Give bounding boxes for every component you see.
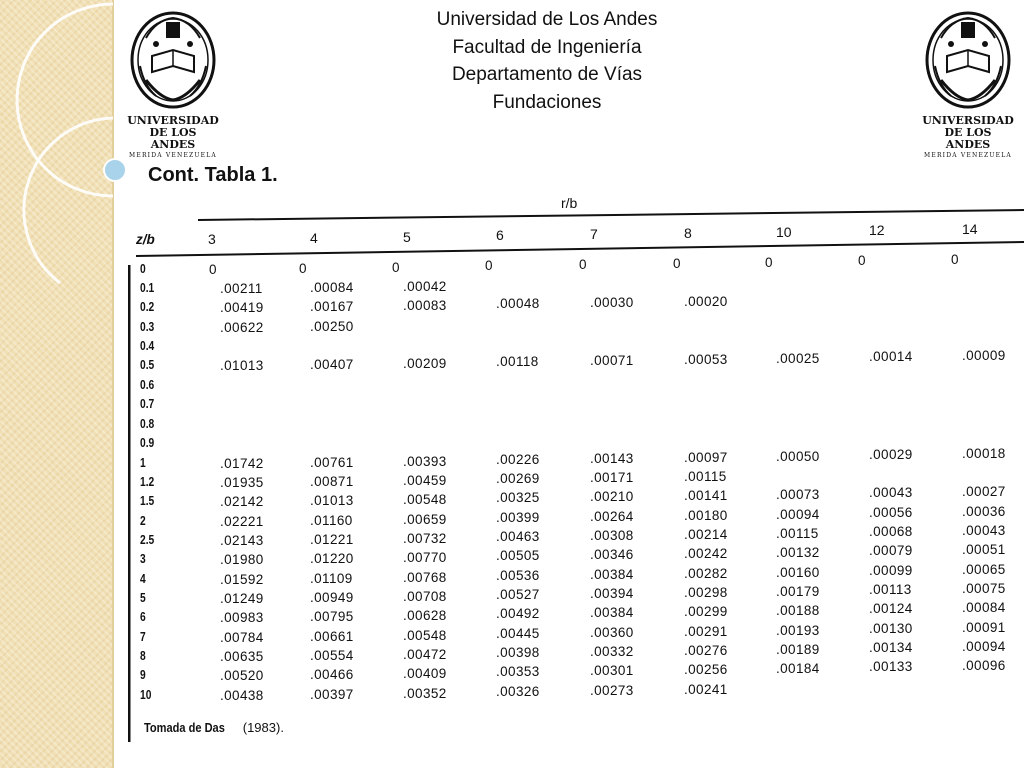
decorative-arc-outer: [17, 4, 113, 196]
logo-location: MERIDA VENEZUELA: [924, 152, 1012, 159]
table-cell: 0: [765, 254, 773, 270]
table-cell: .00242: [684, 545, 728, 561]
row-label-zb: 7: [140, 630, 146, 644]
table-cell: .00409: [403, 665, 447, 681]
table-cell: .00193: [776, 622, 820, 638]
table-cell: .00075: [962, 581, 1006, 596]
table-header-rule: [136, 242, 1024, 256]
table-cell: .00635: [220, 649, 264, 664]
header-university: Universidad de Los Andes: [436, 9, 658, 30]
column-header-7: 7: [590, 226, 598, 242]
row-label-zb: 5: [140, 591, 146, 605]
table-cell: .00628: [403, 607, 447, 623]
table-cell: .02221: [220, 514, 264, 529]
table-cell: .00761: [310, 454, 354, 470]
table-cell: .01013: [220, 358, 264, 373]
table-cell: .02143: [220, 533, 264, 548]
table-cell: .01221: [310, 531, 354, 547]
logo-name: UNIVERSIDAD: [127, 114, 219, 127]
table-cell: .00250: [310, 318, 354, 334]
row-label-zb: 1.5: [140, 494, 155, 508]
table-cell: .00097: [684, 449, 728, 465]
table-cell: .00210: [590, 489, 634, 504]
table-cell: .00018: [962, 446, 1006, 461]
column-header-8: 8: [684, 224, 692, 241]
table-cell: .00014: [869, 349, 913, 365]
table-cell: .00009: [962, 348, 1006, 363]
table-cell: .00115: [684, 468, 727, 484]
table-cell: .00133: [869, 659, 913, 675]
row-label-zb: 3: [140, 552, 146, 566]
table-cell: .00661: [310, 628, 354, 644]
table-cell: .00241: [684, 681, 728, 697]
table-cell: .00472: [403, 646, 447, 662]
university-logo-left: [126, 10, 220, 159]
row-label-zb: 10: [140, 688, 152, 702]
column-header-12: 12: [869, 222, 885, 239]
table-cell: .00419: [220, 300, 264, 315]
row-label-zb: 0.7: [140, 397, 155, 411]
column-header-3: 3: [208, 231, 216, 247]
table-cell: .00332: [590, 644, 634, 659]
table-cell: .00214: [684, 526, 728, 542]
table-cell: .00179: [776, 583, 820, 599]
row-label-zb: 8: [140, 649, 146, 663]
decorative-bullet-circle: [104, 159, 126, 181]
table-cell: .00264: [590, 509, 634, 524]
table-cell: .00732: [403, 530, 447, 546]
table-cell: .00043: [869, 485, 913, 501]
column-header-4: 4: [310, 229, 318, 246]
source-note-lead: Tomada de Das: [144, 720, 225, 735]
table-cell: .00056: [869, 505, 913, 521]
table-cell: .00020: [684, 293, 728, 309]
row-label-zb: 9: [140, 668, 146, 682]
table-cell: .00132: [776, 544, 820, 560]
table-cell: .00394: [590, 586, 634, 601]
table-cell: .00083: [403, 297, 447, 313]
row-label-zb: 1.2: [140, 475, 155, 489]
table-cell: .00983: [220, 610, 264, 625]
table-cell: .00256: [684, 661, 728, 677]
table-cell: .00398: [496, 645, 540, 661]
table-cell: 0: [485, 258, 493, 274]
logo-name: UNIVERSIDAD: [922, 114, 1014, 127]
table-cell: .02142: [220, 494, 264, 509]
table-cell: .00273: [590, 683, 634, 698]
table-cell: .01109: [310, 570, 353, 586]
row-label-zb: 0.1: [140, 281, 155, 295]
table-cell: .01160: [310, 512, 353, 528]
table-cell: .00659: [403, 511, 447, 527]
column-header-6: 6: [496, 227, 504, 244]
rb-header-label: r/b: [561, 195, 578, 211]
row-label-zb: 0: [140, 262, 146, 276]
table-cell: .00113: [869, 582, 912, 598]
table-cell: .00527: [496, 587, 540, 603]
row-label-zb: 4: [140, 572, 146, 586]
row-label-zb: 0.8: [140, 417, 155, 431]
table-cell: .00360: [590, 625, 634, 640]
row-label-zb: 0.9: [140, 436, 155, 450]
table-cell: .00211: [220, 281, 263, 296]
table-cell: .00118: [496, 354, 539, 370]
table-cell: .00548: [403, 627, 447, 643]
table-cell: .00027: [962, 484, 1006, 499]
table-cell: .01592: [220, 572, 264, 587]
row-label-zb: 2: [140, 514, 146, 528]
table-cell: 0: [951, 252, 959, 267]
table-cell: .00308: [590, 528, 634, 543]
table-cell: .00384: [590, 605, 634, 620]
row-label-zb: 0.3: [140, 320, 155, 334]
table-cell: .00520: [220, 668, 264, 683]
row-label-zb: 0.4: [140, 339, 155, 353]
table-cell: .00141: [684, 487, 728, 503]
table-cell: .00492: [496, 606, 540, 622]
table-cell: .00548: [403, 491, 447, 507]
table-cell: .00622: [220, 320, 264, 335]
table-cell: .00269: [496, 471, 540, 487]
source-note: [144, 720, 284, 735]
column-header-10: 10: [776, 223, 792, 240]
table-cell: .00871: [310, 473, 354, 489]
university-seal-icon: [921, 10, 1015, 110]
table-cell: .00043: [962, 523, 1006, 538]
table-cell: .00393: [403, 453, 447, 469]
table-cell: .00065: [962, 562, 1006, 577]
table-cell: .00353: [496, 664, 540, 680]
table-cell: .00042: [403, 278, 447, 294]
table-cell: 0: [299, 260, 307, 276]
table-cell: .00282: [684, 565, 728, 581]
table-cell: .00459: [403, 472, 447, 488]
table-cell: .00784: [220, 630, 264, 645]
table-cell: .00084: [310, 279, 354, 295]
table-cell: .00463: [496, 529, 540, 545]
logo-location: MERIDA VENEZUELA: [129, 152, 217, 159]
row-label-zb: 0.6: [140, 378, 155, 392]
zb-header-label: z/b: [136, 232, 155, 247]
logo-name-2: DE LOS ANDES: [149, 126, 197, 151]
table-cell: 0: [209, 262, 217, 277]
table-cell: .00084: [962, 600, 1006, 615]
table-cell: .00438: [220, 688, 264, 703]
table-cell: .00130: [869, 621, 913, 637]
table-cell: .00171: [590, 470, 634, 485]
table-cell: .00397: [310, 686, 354, 702]
table-cell: .00079: [869, 543, 913, 559]
table-cell: .00050: [776, 448, 820, 464]
table-cell: .00554: [310, 647, 354, 663]
table-cell: .01935: [220, 475, 264, 490]
table-cell: .00099: [869, 563, 913, 579]
slide-header: [320, 6, 774, 116]
row-label-zb: 0.2: [140, 300, 155, 314]
table-cell: .01013: [310, 492, 354, 508]
table-cell: .00536: [496, 568, 540, 584]
table-cell: .00048: [496, 296, 540, 312]
table-cell: .00795: [310, 608, 354, 624]
table-cell: .00025: [776, 350, 820, 366]
university-seal-icon: [126, 10, 220, 110]
table-cell: .00184: [776, 660, 820, 676]
table-cell: .00071: [590, 353, 634, 368]
table-cell: .00505: [496, 548, 540, 564]
row-label-zb: 1: [140, 456, 146, 470]
table-cell: .00708: [403, 588, 447, 604]
table-cell: .00188: [776, 602, 820, 618]
decorative-arc-inner: [24, 118, 113, 283]
table-cell: 0: [858, 253, 866, 269]
logo-name-2: DE LOS ANDES: [944, 126, 992, 151]
table-cell: .00160: [776, 564, 820, 580]
row-label-zb: 0.5: [140, 358, 155, 372]
table-cell: .01220: [310, 550, 354, 566]
source-note-rest: (1983).: [239, 720, 284, 735]
table-cell: .00096: [962, 658, 1006, 673]
header-faculty: Facultad de Ingeniería: [452, 36, 642, 58]
table-top-rule: [198, 210, 1024, 220]
row-label-zb: 6: [140, 610, 146, 624]
table-cell: .00768: [403, 569, 447, 585]
table-cell: .00143: [590, 451, 634, 466]
table-cell: .00051: [962, 542, 1006, 557]
table-cell: .00124: [869, 601, 913, 617]
table-cell: .00301: [590, 663, 634, 678]
table-cell: 0: [579, 257, 587, 272]
table-cell: .01980: [220, 552, 264, 567]
table-cell: .00094: [962, 639, 1006, 654]
table-cell: .00180: [684, 507, 728, 523]
table-cell: .00384: [590, 567, 634, 582]
header-course: Fundaciones: [492, 91, 602, 113]
table-cell: .00036: [962, 504, 1006, 519]
table-cell: .00299: [684, 603, 728, 619]
table-cell: .00115: [776, 525, 819, 541]
table-cell: .00352: [403, 685, 447, 701]
table-cell: .01742: [220, 456, 264, 471]
table-cell: .00770: [403, 549, 447, 565]
stress-coefficient-table: [128, 190, 1024, 742]
table-cell: .00068: [869, 524, 913, 540]
column-header-14: 14: [962, 221, 978, 237]
table-cell: .00073: [776, 486, 820, 502]
header-department: Departamento de Vías: [451, 64, 643, 85]
table-cell: .01249: [220, 591, 264, 606]
table-cell: .00346: [590, 547, 634, 562]
table-cell: .00399: [496, 510, 540, 526]
table-cell: .00167: [310, 298, 354, 314]
table-cell: .00325: [496, 490, 540, 506]
column-header-5: 5: [403, 228, 411, 245]
table-cell: 0: [673, 255, 681, 271]
table-cell: .00094: [776, 506, 820, 522]
table-cell: .00326: [496, 684, 540, 700]
row-label-zb: 2.5: [140, 533, 155, 547]
table-cell: .00949: [310, 589, 354, 605]
table-cell: .00134: [869, 640, 913, 656]
table-cell: .00291: [684, 623, 728, 639]
table-cell: .00189: [776, 641, 820, 657]
table-cell: .00276: [684, 642, 728, 658]
table-cell: .00466: [310, 666, 354, 682]
slide-subtitle: Cont. Tabla 1.: [148, 164, 278, 186]
table-cell: 0: [392, 259, 400, 275]
table-cell: .00445: [496, 626, 540, 642]
university-logo-right: [921, 10, 1015, 159]
table-cell: .00407: [310, 356, 354, 372]
table-cell: .00298: [684, 584, 728, 600]
table-cell: .00209: [403, 355, 447, 371]
table-cell: .00030: [590, 295, 634, 310]
table-cell: .00226: [496, 452, 540, 468]
table-cell: .00053: [684, 351, 728, 367]
table-cell: .00029: [869, 447, 913, 463]
table-cell: .00091: [962, 620, 1006, 635]
